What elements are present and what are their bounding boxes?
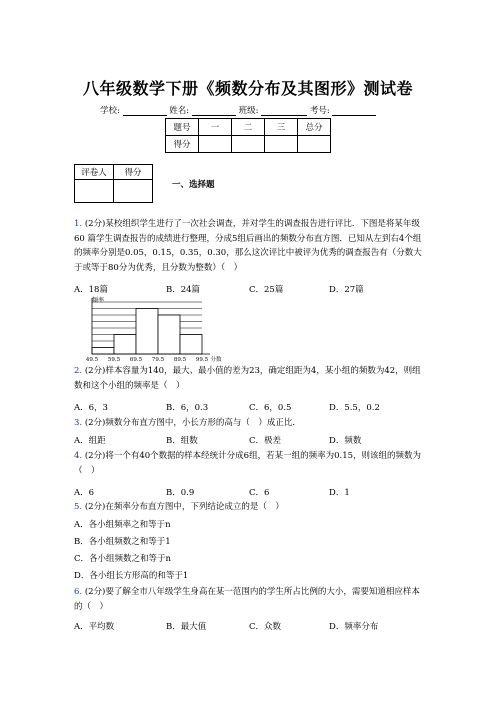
option-c[interactable]: C．极差 — [249, 436, 282, 446]
score-table — [165, 118, 331, 153]
option-d[interactable]: D．1 — [329, 488, 350, 498]
question-5 — [74, 500, 426, 515]
question-number: 6. — [74, 587, 83, 597]
exam-no-label: 考号: — [309, 106, 330, 116]
school-label: 学校: — [100, 106, 120, 116]
score-header: 二 — [232, 119, 265, 136]
question-3-options — [74, 434, 434, 448]
question-1 — [74, 217, 426, 275]
question-2-options — [74, 401, 434, 415]
x-tick-label: 79.5 — [151, 357, 165, 363]
score-cell[interactable] — [298, 136, 331, 153]
page-title: 八年级数学下册《频数分布及其图形》测试卷 — [82, 79, 413, 98]
class-label: 班级: — [238, 106, 259, 116]
score-header: 题号 — [166, 119, 199, 136]
option-a[interactable]: A．18篇 — [74, 285, 108, 295]
option-b[interactable]: B．最大值 — [166, 622, 207, 632]
option-c[interactable]: C．众数 — [249, 622, 282, 632]
name-blank[interactable] — [192, 106, 236, 116]
option-b[interactable]: B．组数 — [166, 436, 198, 446]
question-6-options — [74, 620, 434, 634]
frequency-histogram — [85, 296, 222, 364]
grader-table — [74, 164, 153, 203]
histogram-bar — [92, 348, 114, 355]
score-header: 总分 — [298, 119, 331, 136]
class-blank[interactable] — [261, 106, 307, 116]
option-c[interactable]: C．各小组频数之和等于n — [74, 554, 171, 564]
x-axis-label: 分数 — [210, 357, 222, 363]
question-number: 5. — [74, 502, 83, 512]
option-d[interactable]: D．5.5，0.2 — [329, 403, 380, 413]
question-number: 4. — [74, 451, 83, 461]
histogram-bar — [158, 315, 180, 354]
question-text: (2分)在频率分布直方图中，下列结论成立的是（ ） — [84, 502, 284, 512]
x-tick-label: 69.5 — [129, 357, 143, 363]
question-6 — [74, 585, 426, 614]
school-blank[interactable] — [123, 106, 167, 116]
option-b[interactable]: B．各小组频数之和等于1 — [74, 537, 171, 547]
grader-cell[interactable] — [75, 180, 114, 203]
exam-no-blank[interactable] — [332, 106, 376, 116]
question-number: 1. — [74, 219, 83, 229]
name-label: 姓名: — [169, 106, 190, 116]
grader-cell[interactable] — [114, 180, 153, 203]
x-tick-label: 59.5 — [107, 357, 121, 363]
option-a[interactable]: A．组距 — [74, 436, 106, 446]
question-2 — [74, 364, 426, 393]
option-b[interactable]: B．0.9 — [166, 488, 195, 498]
grader-header: 得分 — [114, 165, 153, 180]
grader-header: 评卷人 — [75, 165, 114, 180]
option-c[interactable]: C．25篇 — [249, 285, 284, 295]
score-cell[interactable] — [199, 136, 232, 153]
question-text: (2分)要了解全市八年级学生身高在某一范围内的学生所占比例的大小，需要知道相应样本的（ ） — [74, 587, 420, 612]
option-a[interactable]: A．各小组频率之和等于n — [74, 520, 171, 530]
question-text: (2分)某校组织学生进行了一次社会调查，并对学生的调查报告进行评比．下图是将某年级60 篇学生调查报告的成绩进行整理，分成5组后画出的频数分布直方图．已知从左到右4个组的频率分别是0.05，0.15，0.35，0.30，那么这次评比中被评为优秀的调查报告有（分数大于或等于80分为优秀，且分数为整数）（ ） — [74, 219, 422, 273]
score-cell[interactable] — [265, 136, 298, 153]
x-tick-label: 49.5 — [85, 357, 99, 363]
question-3 — [74, 416, 426, 431]
option-b[interactable]: B．24篇 — [166, 285, 201, 295]
y-axis-label: 频率 — [92, 297, 105, 304]
question-4 — [74, 449, 426, 478]
option-c[interactable]: C．6 — [249, 488, 270, 498]
histogram-bar — [114, 335, 136, 355]
question-number: 3. — [74, 418, 83, 428]
option-d[interactable]: D．频数 — [329, 436, 362, 446]
option-a[interactable]: A．平均数 — [74, 622, 115, 632]
score-header: 一 — [199, 119, 232, 136]
x-tick-label: 89.5 — [173, 357, 187, 363]
question-text: (2分)样本容量为140，最大、最小值的差为23，确定组距为4，某小组的频数为42，则组数和这个小组的频率是（ ） — [74, 366, 421, 391]
question-4-options — [74, 486, 434, 500]
score-cell[interactable] — [232, 136, 265, 153]
score-header: 三 — [265, 119, 298, 136]
question-text: (2分)将一个有40个数据的样本经统计分成6组，若某一组的频率为0.15，则该组的频数为（ ） — [74, 451, 422, 476]
histogram-bar — [136, 309, 158, 355]
option-c[interactable]: C．6，0.5 — [249, 403, 292, 413]
x-tick-label: 99.5 — [195, 357, 209, 363]
score-row-label: 得分 — [166, 136, 199, 153]
option-b[interactable]: B．6，0.3 — [166, 403, 209, 413]
question-text: (2分)频数分布直方图中，小长方形的高与（ ）成正比． — [84, 418, 301, 428]
option-a[interactable]: A．6 — [74, 488, 95, 498]
histogram-bar — [180, 335, 202, 355]
option-d[interactable]: D．各小组长方形高的和等于1 — [74, 571, 189, 581]
question-number: 2. — [74, 366, 83, 376]
option-d[interactable]: D．27篇 — [329, 285, 364, 295]
student-info-row — [100, 104, 376, 116]
section-heading: 一、选择题 — [172, 180, 215, 190]
option-d[interactable]: D．频率分布 — [329, 622, 379, 632]
question-1-options — [74, 283, 434, 297]
option-a[interactable]: A．6，3 — [74, 403, 108, 413]
